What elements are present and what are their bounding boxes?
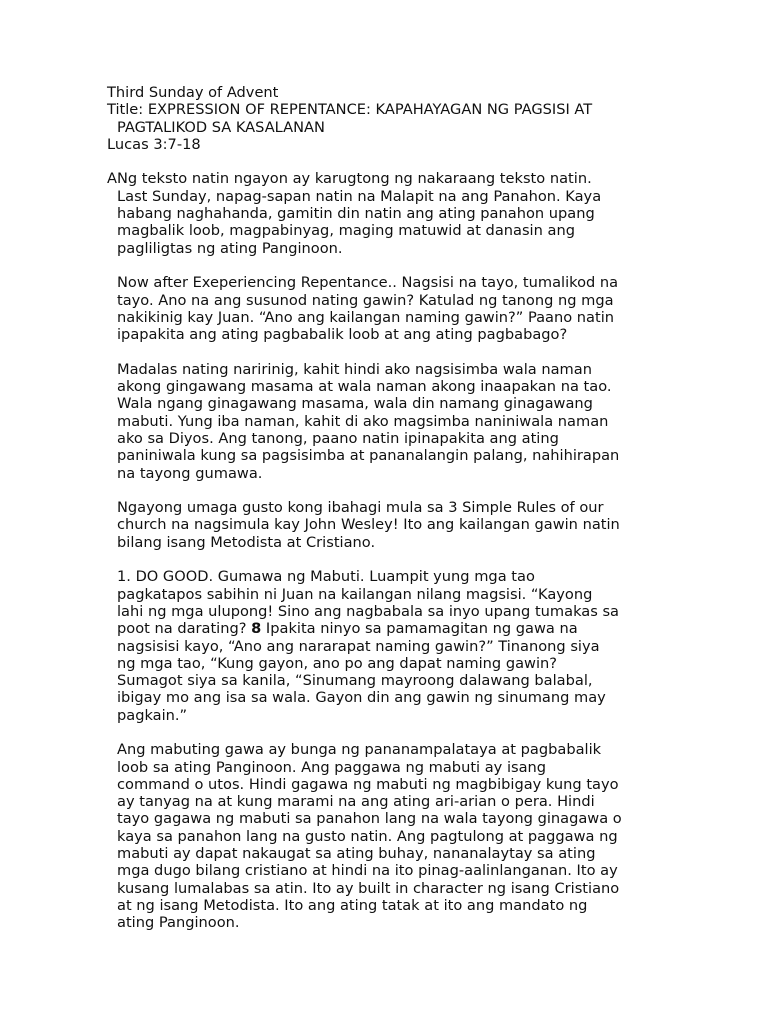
title-line-1: Title: EXPRESSION OF REPENTANCE: KAPAHAYAGAN NG PAGSISI AT [107,101,593,119]
paragraph-line: Ang mabuting gawa ay bunga ng pananampalataya at pagbabalik [117,741,602,759]
paragraph-line: loob sa ating Panginoon. Ang paggawa ng mabuti ay isang [117,758,547,776]
paragraph-good-works [107,741,659,931]
document-page [107,84,659,932]
occasion-line [107,84,659,101]
sermon-title [107,101,659,136]
paragraph-line: pagkatapos sabihin ni Juan na kailangan nilang magsisi. “Kayong [117,585,593,603]
paragraph-line: ANg teksto natin ngayon ay karugtong ng nakaraang teksto natin. [107,170,592,188]
paragraph-line: ako sa Diyos. Ang tanong, paano natin ipinapakita ang ating [117,429,559,447]
paragraph-line: ating Panginoon. [117,914,240,932]
paragraph-line: church na nagsimula kay John Wesley! Ito ang kailangan gawin natin [117,516,620,534]
paragraph-line: kusang lumalabas sa atin. Ito ay built in character ng isang Cristiano [117,879,620,897]
paragraph-line: na tayong gumawa. [117,464,263,482]
paragraph-line: mga dugo bilang cristiano at hindi na ito pinag-aalinlanganan. Ito ay [117,862,618,880]
paragraph-line: at ng isang Metodista. Ito ang ating tatak at ito ang mandato ng [117,896,588,914]
title-line-2: PAGTALIKOD SA KASALANAN [117,118,325,136]
paragraph-line: paniniwala kung sa pagsisimba at pananalangin palang, nahihirapan [117,447,620,465]
paragraph-line: Wala ngang ginagawang masama, wala din namang ginagawang [117,395,593,413]
paragraph-do-good [107,568,659,724]
paragraph-line: lahi ng mga ulupong! Sino ang nagbabala sa inyo upang tumakas sa [117,602,619,620]
spacer [107,724,659,741]
scripture-text: Lucas 3:7-18 [107,135,201,153]
paragraph-line-with-verse [117,620,659,637]
paragraph-common-saying [107,361,659,482]
paragraph-line: ipapakita ang ating pagbabalik loob at ang ating pagbabago? [117,326,568,344]
verse-line-rest: Ipakita ninyo sa pamamagitan ng gawa na [261,620,578,638]
paragraph-line: akong gingawang masama at wala naman akong inaapakan na tao. [117,378,612,396]
paragraph-line: kaya sa panahon lang na gusto natin. Ang pagtulong at paggawa ng [117,827,618,845]
scripture-reference [107,136,659,153]
paragraph-line: ng mga tao, “Kung gayon, ano po ang dapat naming gawin? [117,654,558,672]
paragraph-line: command o utos. Hindi gagawa ng mabuti ng magbibigay kung tayo [117,775,619,793]
paragraph-line: Now after Exeperiencing Repentance.. Nagsisi na tayo, tumalikod na [117,274,619,292]
paragraph-line: Madalas nating naririnig, kahit hindi ako nagsisimba wala naman [117,360,592,378]
paragraph-line: pagkain.” [117,706,188,724]
paragraph-line: Sumagot siya sa kanila, “Sinumang mayroong dalawang balabal, [117,672,593,690]
paragraph-line: mabuti ay dapat nakaugat sa ating buhay, nananalaytay sa ating [117,845,596,863]
paragraph-line: Last Sunday, napag-sapan natin na Malapit na ang Panahon. Kaya [117,187,602,205]
paragraph-line: mabuti. Yung iba naman, kahit di ako magsimba naniniwala naman [117,412,609,430]
spacer [107,153,659,170]
paragraph-simple-rules [107,499,659,551]
paragraph-line: habang naghahanda, gamitin din natin ang ating panahon upang [117,205,595,223]
paragraph-line: ay tanyag na at kung marami na ang ating ari-arian o pera. Hindi [117,793,595,811]
verse-number: 8 [251,620,262,638]
paragraph-intro [107,170,659,256]
spacer [107,343,659,360]
occasion-text: Third Sunday of Advent [107,84,279,101]
paragraph-line: nakikinig kay Juan. “Ano ang kailangan naming gawin?” Paano natin [117,308,615,326]
paragraph-line: 1. DO GOOD. Gumawa ng Mabuti. Luampit yung mga tao [117,568,535,586]
paragraph-line: tayo gagawa ng mabuti sa panahon lang na wala tayong ginagawa o [117,810,622,828]
paragraph-line: ibigay mo ang isa sa wala. Gayon din ang gawin ng sinumang may [117,689,606,707]
paragraph-line: Ngayong umaga gusto kong ibahagi mula sa 3 Simple Rules of our [117,499,604,517]
verse-line-start: poot na darating? [117,620,252,638]
paragraph-line: magbalik loob, magpabinyag, maging matuwid at danasin ang [117,222,575,240]
paragraph-line: nagsisisi kayo, “Ano ang nararapat naming gawin?” Tinanong siya [117,637,600,655]
spacer [107,551,659,568]
paragraph-repentance [107,274,659,343]
paragraph-line: pagliligtas ng ating Panginoon. [117,239,343,257]
spacer [107,257,659,274]
paragraph-line: tayo. Ano na ang susunod nating gawin? Katulad ng tanong ng mga [117,291,614,309]
paragraph-line: bilang isang Metodista at Cristiano. [117,533,376,551]
spacer [107,482,659,499]
